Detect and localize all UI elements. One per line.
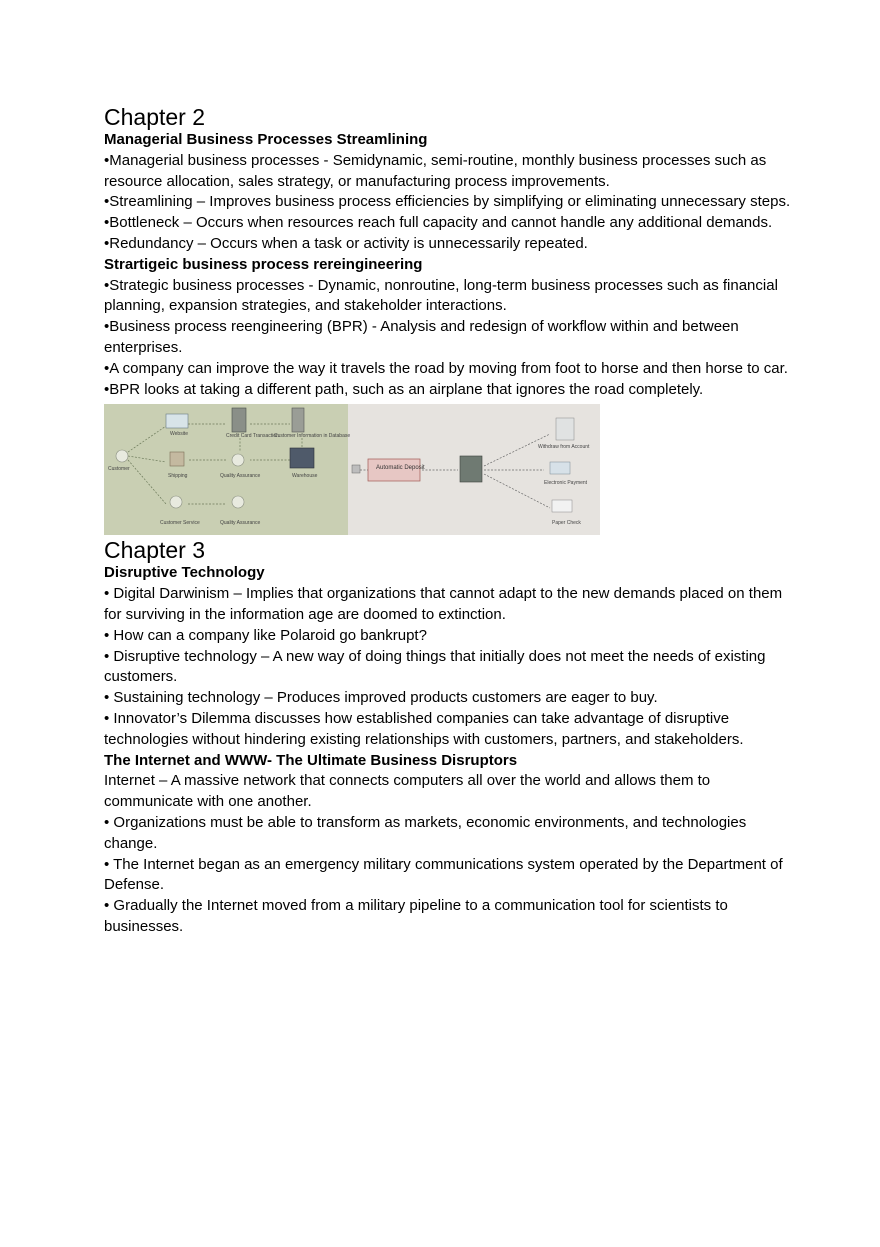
shipping-box-icon: [170, 452, 184, 466]
paragraph: •Bottleneck – Occurs when resources reach full capacity and cannot handle any additional demands.: [104, 214, 773, 232]
diagram-label-credit-card: Credit Card Transaction: [226, 433, 279, 440]
paragraph: •Managerial business processes - Semidynamic, semi-routine, monthly business processes such as resource allocation, sales strategy, or manufacturing process improvements.: [104, 151, 767, 190]
diagram-label-paper-check: Paper Check: [552, 520, 581, 527]
chapter-3-title: Chapter 3: [104, 537, 206, 564]
paragraph: • Disruptive technology – A new way of doing things that initially does not meet the needs of existing customers.: [104, 647, 766, 686]
bpr-process-diagram: [104, 404, 600, 535]
paragraph: •BPR looks at taking a different path, such as an airplane that ignores the road completely.: [104, 380, 704, 398]
diagram-label-website: Website: [170, 431, 188, 438]
handshake-icon: [352, 465, 360, 473]
paragraph: • Sustaining technology – Produces improved products customers are eager to buy.: [104, 689, 658, 707]
section-heading-disruptive-technology: Disruptive Technology: [104, 564, 265, 582]
paragraph: •Strategic business processes - Dynamic, nonroutine, long-term business processes such as financial planning, expansion strategies, and stakeholder interactions.: [104, 276, 778, 315]
electronic-payment-icon: [550, 462, 570, 474]
paragraph: •Business process reengineering (BPR) - Analysis and redesign of workflow within and between enterprises.: [104, 318, 739, 356]
diagram-left-panel: [104, 404, 351, 535]
diagram-label-customer: Customer: [108, 466, 130, 473]
diagram-label-withdraw: Withdraw from Account: [538, 444, 590, 451]
server-icon: [232, 408, 246, 432]
paragraph: • Innovator’s Dilemma discusses how established companies can take advantage of disruptive technologies without hindering existing relationships with customers, partners, and stakeholders.: [104, 709, 744, 748]
paragraph: •Streamlining – Improves business process efficiencies by simplifying or eliminating unnecessary steps.: [104, 193, 791, 211]
page-content: [104, 104, 794, 938]
diagram-label-quality-assurance: Quality Assurance: [220, 473, 261, 480]
diagram-label-quality-assurance-2: Quality Assurance: [220, 520, 261, 527]
customer-icon: [116, 450, 128, 462]
database-server-icon: [292, 408, 304, 432]
computer-icon: [460, 456, 482, 482]
paragraph: •Redundancy – Occurs when a task or activity is unnecessarily repeated.: [104, 234, 588, 252]
paragraph: • Organizations must be able to transform as markets, economic environments, and technologies change.: [104, 813, 747, 852]
paragraph: • How can a company like Polaroid go bankrupt?: [104, 626, 427, 644]
section-heading-streamlining: Managerial Business Processes Streamlining: [104, 131, 428, 148]
section-heading-internet: The Internet and WWW- The Ultimate Business Disruptors: [104, 751, 518, 769]
customer-service-icon: [170, 496, 182, 508]
paper-check-icon: [552, 500, 572, 512]
bpr-diagram-svg: [104, 404, 600, 535]
diagram-label-automatic-deposit: Automatic Deposit: [376, 465, 425, 472]
paragraph: • Gradually the Internet moved from a military pipeline to a communication tool for scientists to businesses.: [104, 897, 728, 935]
diagram-label-customer-service: Customer Service: [160, 520, 200, 527]
quality-person-icon: [232, 454, 244, 466]
paragraph: • The Internet began as an emergency military communications system operated by the Department of Defense.: [104, 855, 783, 894]
quality-person-icon-2: [232, 496, 244, 508]
diagram-label-customer-info: Customer Information in Database: [274, 433, 351, 440]
warehouse-icon: [290, 448, 314, 468]
diagram-label-shipping: Shipping: [168, 473, 188, 480]
paragraph: Internet – A massive network that connects computers all over the world and allows them to communicate with one another.: [104, 772, 711, 811]
diagram-label-warehouse: Warehouse: [292, 473, 318, 480]
section-heading-reengineering: Strartigeic business process rereingineering: [104, 255, 423, 273]
paragraph: •A company can improve the way it travels the road by moving from foot to horse and then horse to car.: [104, 359, 788, 377]
diagram-label-electronic-payment: Electronic Payment: [544, 480, 588, 487]
paragraph: • Digital Darwinism – Implies that organizations that cannot adapt to the new demands placed on them for surviving in the information age are doomed to extinction.: [104, 585, 783, 623]
withdraw-icon: [556, 418, 574, 440]
chapter-2-title: Chapter 2: [104, 104, 206, 130]
website-icon: [166, 414, 188, 428]
